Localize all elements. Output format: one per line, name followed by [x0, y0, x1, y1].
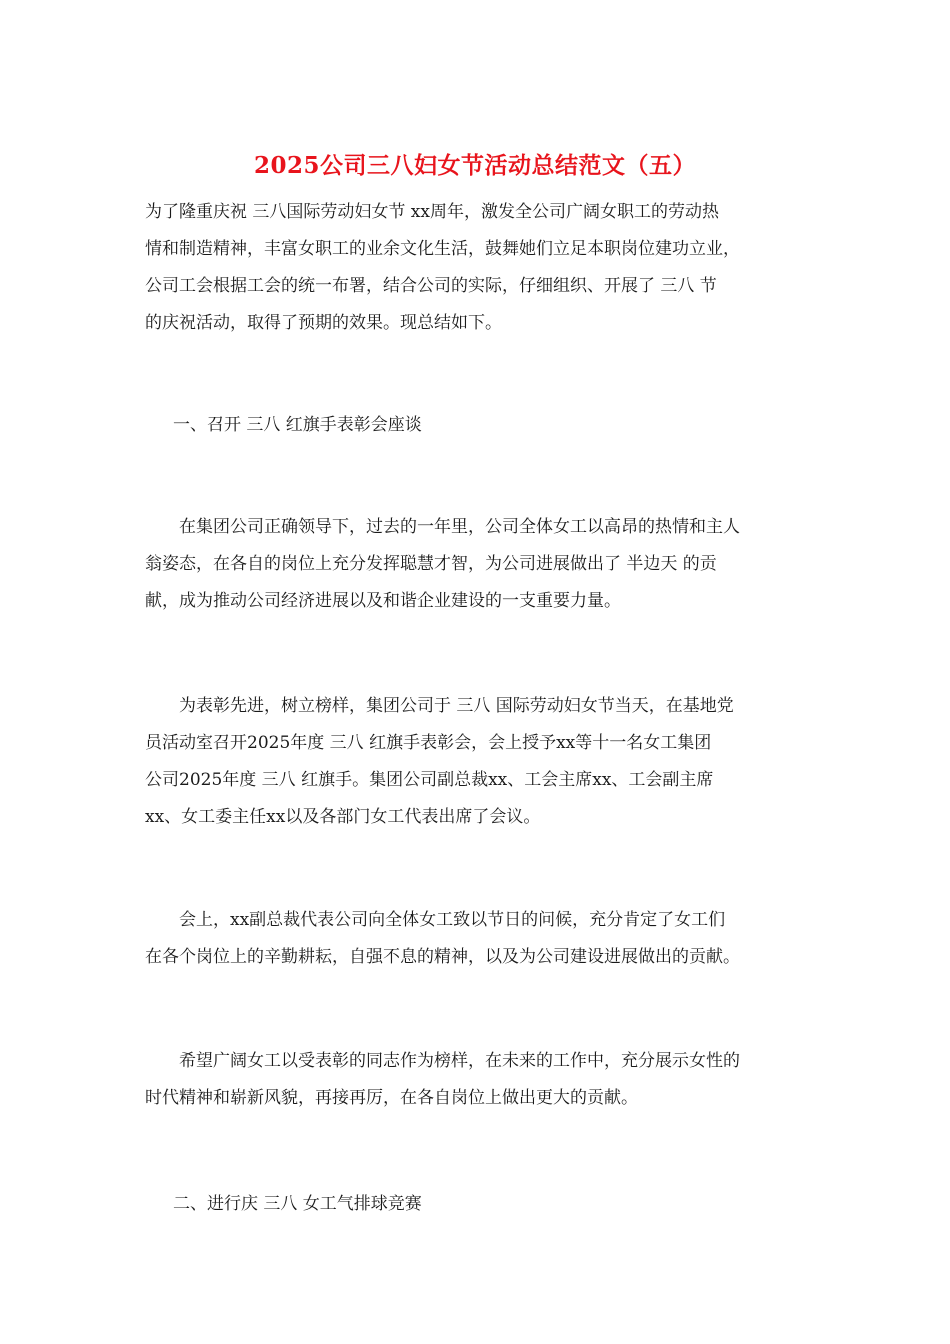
- paragraph-4-line-2: 时代精神和崭新风貌，再接再厉，在各自岗位上做出更大的贡献。: [145, 1088, 638, 1108]
- document-title: 2025公司三八妇女节活动总结范文（五）: [253, 152, 696, 179]
- paragraph-3-line-1: 会上，xx副总裁代表公司向全体女工致以节日的问候，充分肯定了女工们: [145, 910, 726, 930]
- intro-paragraph: [145, 194, 810, 342]
- intro-line-1: 为了隆重庆祝 三八国际劳动妇女节 xx周年，激发全公司广阔女职工的劳动热: [145, 202, 719, 222]
- section-heading-2: 二、进行庆 三八 女工气排球竞赛: [173, 1194, 422, 1214]
- intro-line-3: 公司工会根据工会的统一布署，结合公司的实际，仔细组织、开展了 三八 节: [145, 276, 717, 296]
- paragraph-3: [145, 902, 810, 976]
- paragraph-1-line-3: 献，成为推动公司经济进展以及和谐企业建设的一支重要力量。: [145, 591, 621, 611]
- intro-line-4: 的庆祝活动，取得了预期的效果。现总结如下。: [145, 313, 502, 333]
- paragraph-3-line-2: 在各个岗位上的辛勤耕耘，自强不息的精神，以及为公司建设进展做出的贡献。: [145, 947, 740, 967]
- paragraph-2: [145, 688, 810, 836]
- paragraph-1-line-1: 在集团公司正确领导下，过去的一年里，公司全体女工以高昂的热情和主人: [145, 517, 740, 537]
- paragraph-2-line-1: 为表彰先进，树立榜样，集团公司于 三八 国际劳动妇女节当天，在基地党: [145, 696, 734, 716]
- paragraph-2-line-4: xx、女工委主任xx以及各部门女工代表出席了会议。: [145, 807, 541, 827]
- intro-line-2: 情和制造精神，丰富女职工的业余文化生活，鼓舞她们立足本职岗位建功立业，: [145, 239, 740, 259]
- paragraph-4: [145, 1043, 810, 1117]
- paragraph-1-line-2: 翁姿态，在各自的岗位上充分发挥聪慧才智，为公司进展做出了 半边天 的贡: [145, 554, 717, 574]
- paragraph-2-line-2: 员活动室召开2025年度 三八 红旗手表彰会，会上授予xx等十一名女工集团: [145, 733, 712, 753]
- paragraph-2-line-3: 公司2025年度 三八 红旗手。集团公司副总裁xx、工会主席xx、工会副主席: [145, 770, 714, 790]
- section-heading-1: 一、召开 三八 红旗手表彰会座谈: [173, 415, 422, 435]
- paragraph-4-line-1: 希望广阔女工以受表彰的同志作为榜样，在未来的工作中，充分展示女性的: [145, 1051, 740, 1071]
- paragraph-1: [145, 509, 810, 620]
